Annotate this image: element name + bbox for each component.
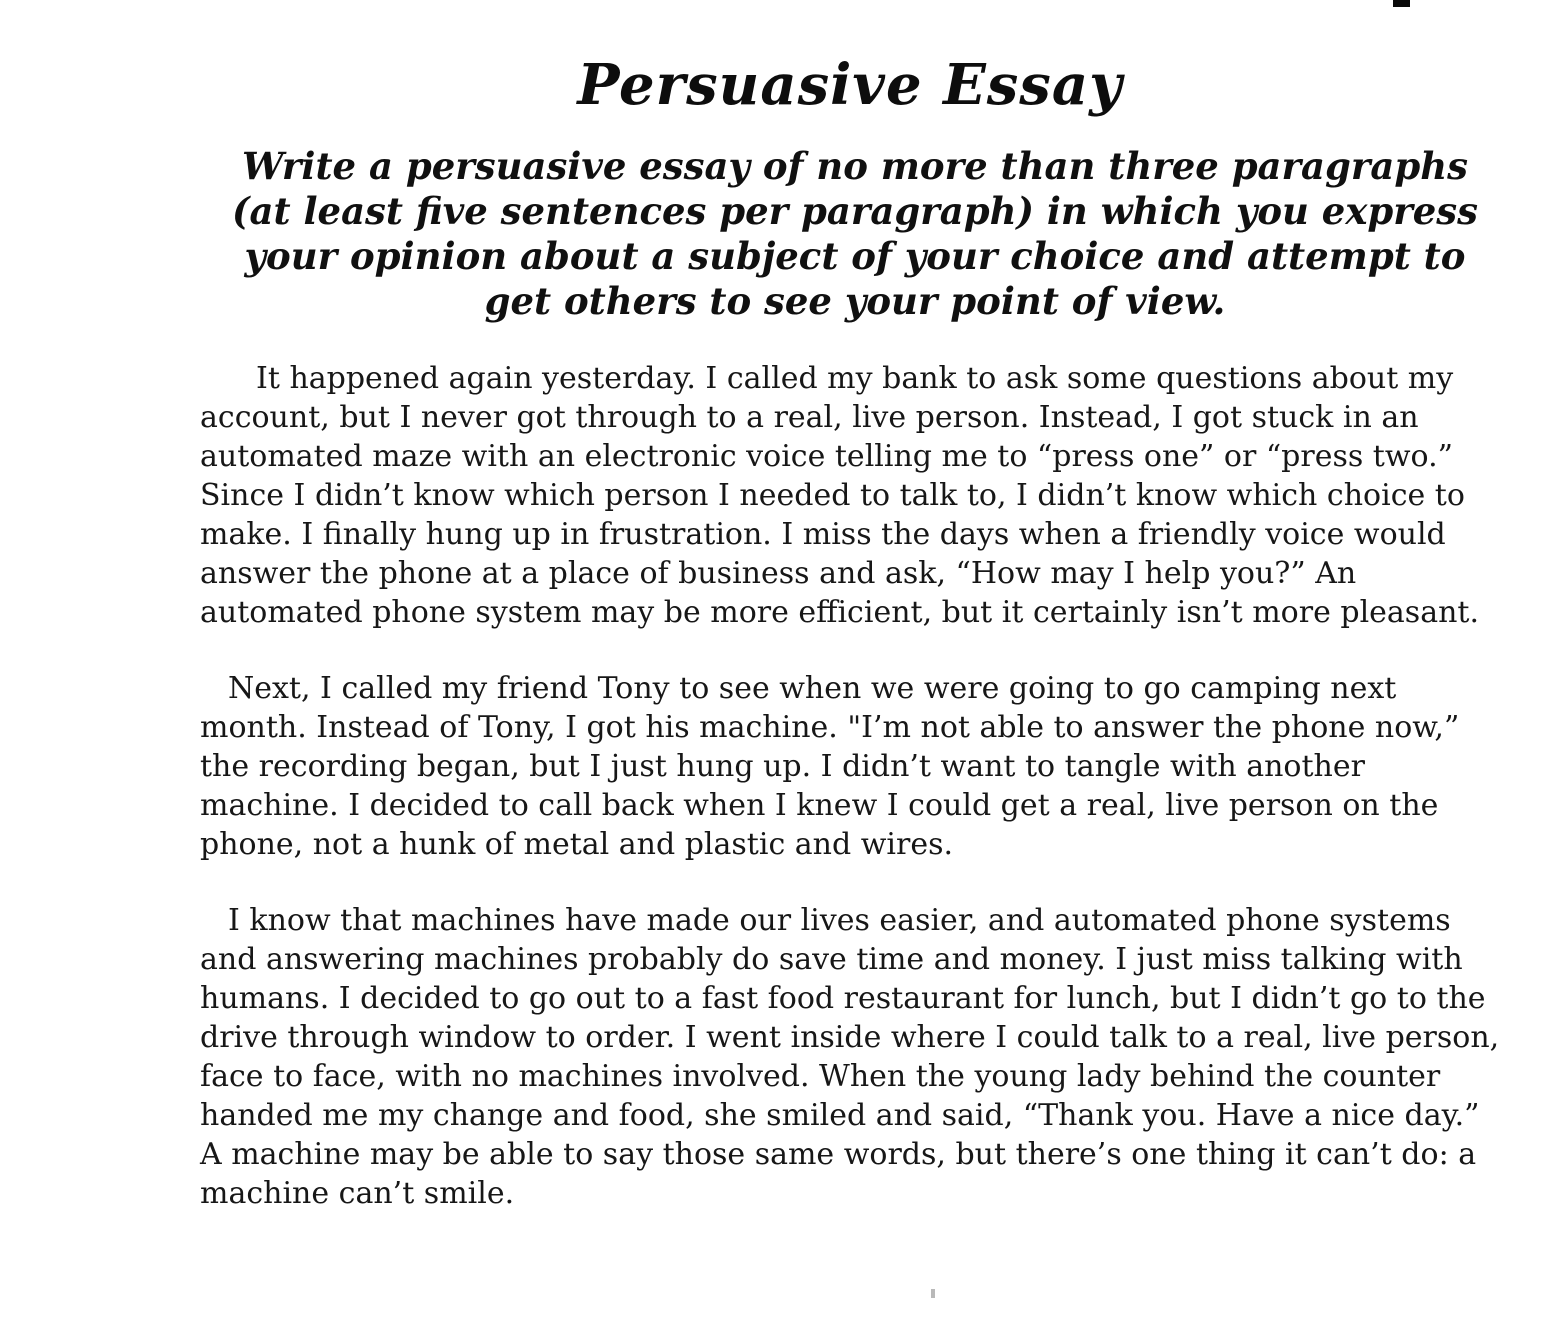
scan-artifact-speck [931,1289,935,1298]
page-title: Persuasive Essay [577,52,1123,118]
essay-paragraph-2: Next, I called my friend Tony to see when we were going to go camping next month. Instead of Tony, I got his machine. "I’m not able to answer the phone now,” the recording began, but I just hung up. I didn’t want to tangle with another machine. I decided to call back when I knew I could get a real, live person on the phone, not a hunk of metal and plastic and wires. [200,670,1460,862]
scan-artifact-top-edge [1393,0,1410,7]
essay-prompt-instructions: Write a persuasive essay of no more than three paragraphs (at least five sentences per paragraph) in which you express your opinion about a subject of your choice and attempt to get others to see your point of view. [232,144,1478,324]
essay-paragraph-3: I know that machines have made our lives easier, and automated phone systems and answering machines probably do save time and money. I just miss talking with humans. I decided to go out to a fast food restaurant for lunch, but I didn’t go to the drive through window to order. I went inside where I could talk to a real, live person, face to face, with no machines involved. When the young lady behind the counter handed me my change and food, she smiled and said, “Thank you. Have a nice day.” A machine may be able to say those same words, but there’s one thing it can’t do: a machine can’t smile. [200,902,1500,1211]
essay-body [200,359,1502,1213]
essay-paragraph-1: It happened again yesterday. I called my bank to ask some questions about my account, but I never got through to a real, live person. Instead, I got stuck in an automated maze with an electronic voice telling me to “press one” or “press two.” Since I didn’t know which person I needed to talk to, I didn’t know which choice to make. I finally hung up in frustration. I miss the days when a friendly voice would answer the phone at a place of business and ask, “How may I help you?” An automated phone system may be more efficient, but it certainly isn’t more pleasant. [200,360,1479,630]
